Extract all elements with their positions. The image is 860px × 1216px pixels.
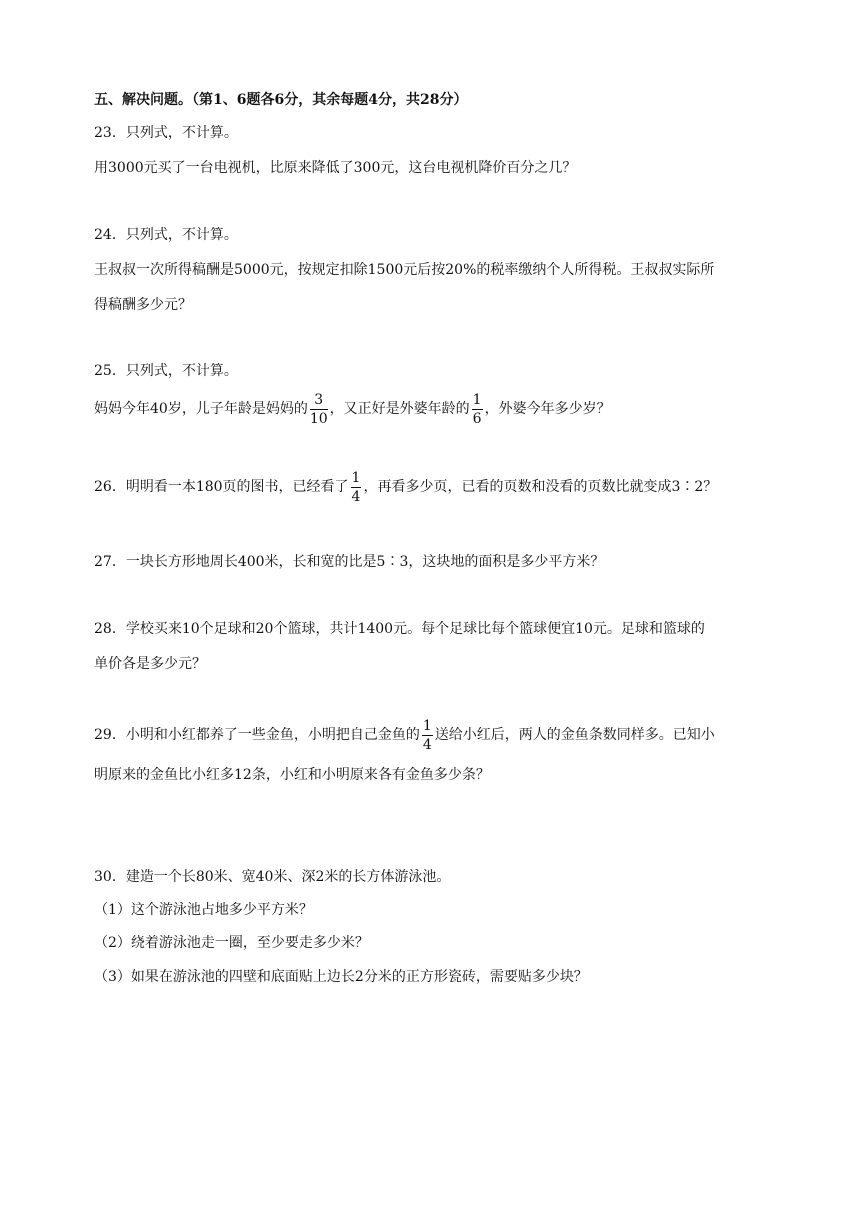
q30-sub1: （1）这个游泳池占地多少平方米？ [94,902,313,918]
q30-sub3: （3）如果在游泳池的四壁和底面贴上边长2分米的正方形瓷砖，需要贴多少块？ [94,969,588,985]
q25-part1: 妈妈今年40岁，儿子年龄是妈妈的 [94,401,308,417]
q30-text: 30．建造一个长80米、宽40米、深2米的长方体游泳池。 [94,869,451,885]
q26-part1: 26．明明看一本180页的图书，已经看了 [94,479,349,495]
q24-text-line2: 得稿酬多少元？ [94,297,192,313]
q29-fraction [422,719,433,752]
q25-frac2-numerator: 1 [472,391,482,408]
q25-frac1-numerator: 3 [310,393,328,410]
q25-part3: ，外婆今年多少岁？ [484,401,611,417]
q23-instruction: 23．只列式，不计算。 [94,125,238,141]
section-heading: 五、解决问题。（第1、6题各6分，其余每题4分，共28分） [94,92,468,108]
q28-text-line2: 单价各是多少元？ [94,656,206,672]
q25-frac2-denominator: 6 [472,410,482,427]
q25-fraction-1 [310,393,328,426]
q26-text [94,465,717,509]
q26-part2: ，再看多少页，已看的页数和没看的页数比就变成3∶2？ [363,479,718,495]
q29-frac-numerator: 1 [422,717,432,734]
q23-text: 用3000元买了一台电视机，比原来降低了300元，这台电视机降价百分之几？ [94,160,577,176]
q24-instruction: 24．只列式，不计算。 [94,227,238,243]
q26-fraction [351,471,362,504]
q29-part2: 送给小红后，两人的金鱼条数同样多。已知小 [434,727,715,743]
q24-text-line1: 王叔叔一次所得稿酬是5000元，按规定扣除1500元后按20%的税率缴纳个人所得税。王叔叔实际所 [94,262,715,278]
q26-frac-denominator: 4 [351,488,361,505]
q30-sub2: （2）绕着游泳池走一圈，至少要走多少米？ [94,935,369,951]
q29-part1: 29．小明和小红都养了一些金鱼，小明把自己金鱼的 [94,727,420,743]
q25-text [94,387,611,431]
q29-text-line1 [94,713,715,757]
q25-instruction: 25．只列式，不计算。 [94,363,238,379]
q28-text-line1: 28．学校买来10个足球和20个篮球，共计1400元。每个足球比每个篮球便宜10元。足球和篮球的 [94,621,705,637]
q25-fraction-2 [472,393,483,426]
q29-frac-denominator: 4 [422,736,432,753]
q25-frac1-denominator: 10 [309,410,328,427]
q25-part2: ，又正好是外婆年龄的 [329,401,470,417]
q29-text-line2: 明原来的金鱼比小红多12条，小红和小明原来各有金鱼多少条？ [94,767,490,783]
q27-text: 27．一块长方形地周长400米，长和宽的比是5∶3，这块地的面积是多少平方米？ [94,554,605,570]
q26-frac-numerator: 1 [351,469,361,486]
